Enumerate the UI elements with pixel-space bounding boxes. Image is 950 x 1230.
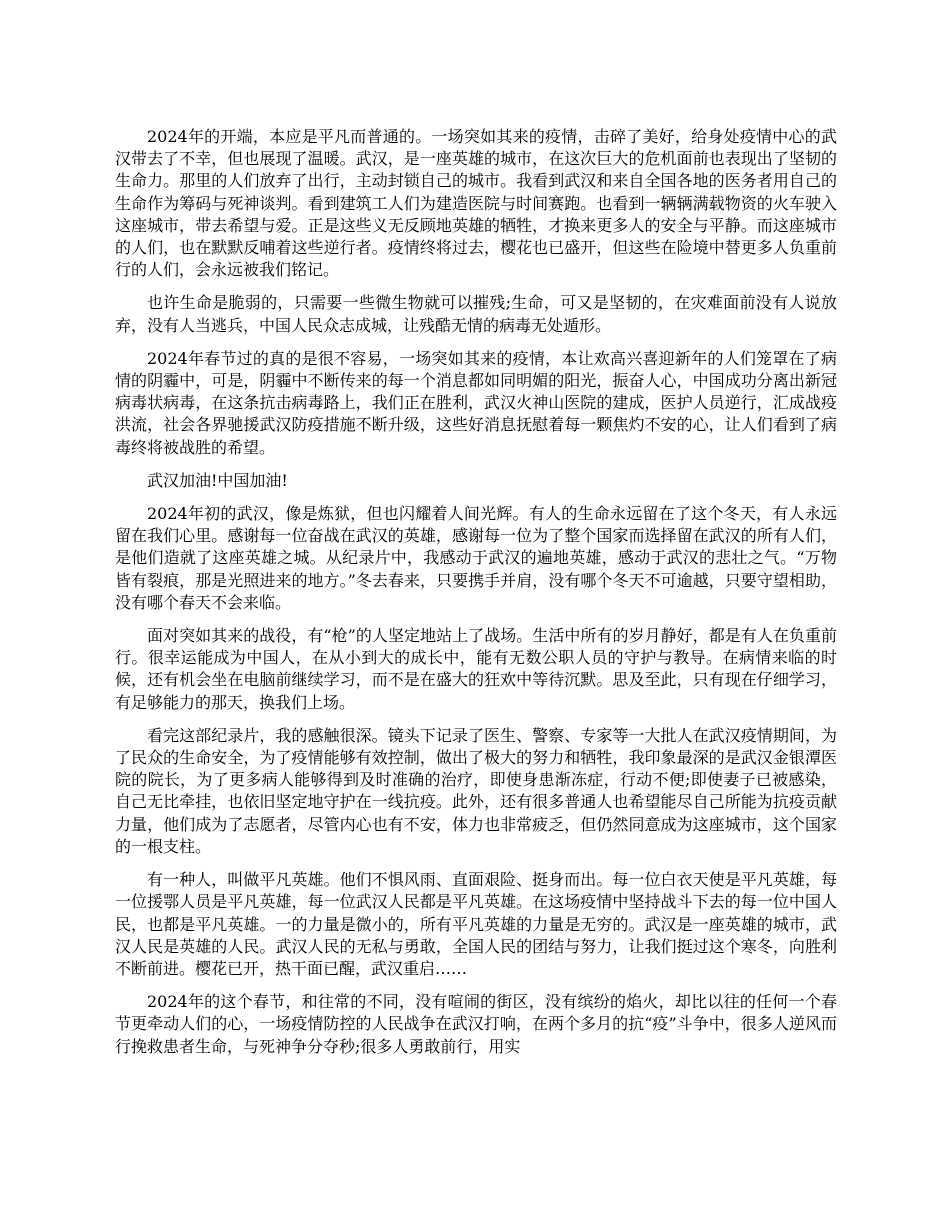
paragraph-1: 2024年的开端，本应是平凡而普通的。一场突如其来的疫情，击碎了美好，给身处疫情中心的武汉带去了不幸，但也展现了温暖。武汉，是一座英雄的城市，在这次巨大的危机面前也表现出了坚韧的生命力。那里的人们放弃了出行，主动封锁自己的城市。我看到武汉和来自全国各地的医务者用自己的生命作为筹码与死神谈判。看到建筑工人们为建造医院与时间赛跑。也看到一辆辆满载物资的火车驶入这座城市，带去希望与爱。正是这些义无反顾地英雄的牺牲，才换来更多人的安全与平静。而这座城市的人们，也在默默反哺着这些逆行者。疫情终将过去，樱花也已盛开，但这些在险境中替更多人负重前行的人们，会永远被我们铭记。 xyxy=(115,127,837,280)
paragraph-7: 看完这部纪录片，我的感触很深。镜头下记录了医生、警察、专家等一大批人在武汉疫情期间，为了民众的生命安全，为了疫情能够有效控制，做出了极大的努力和牺牲，我印象最深的是武汉金银潭医院的院长，为了更多病人能够得到及时准确的治疗，即使身患渐冻症，行动不便;即使妻子已被感染，自己无比牵挂，也依旧坚定地守护在一线抗疫。此外，还有很多普通人也希望能尽自己所能为抗疫贡献力量，他们成为了志愿者，尽管内心也有不安，体力也非常疲乏，但仍然同意成为这座城市，这个国家的一根支柱。 xyxy=(115,725,837,856)
paragraph-3: 2024年春节过的真的是很不容易，一场突如其来的疫情，本让欢高兴喜迎新年的人们笼罩在了病情的阴霾中，可是，阴霾中不断传来的每一个消息都如同明媚的阳光，振奋人心，中国成功分离出新冠病毒状病毒，在这条抗击病毒路上，我们正在胜利，武汉火神山医院的建成，医护人员逆行，汇成战疫洪流，社会各界驰援武汉防疫措施不断升级，这些好消息抚慰着每一颗焦灼不安的心，让人们看到了病毒终将被战胜的希望。 xyxy=(115,348,837,457)
paragraph-4: 武汉加油!中国加油! xyxy=(147,470,288,490)
document-body xyxy=(115,126,837,1069)
paragraph-2: 也许生命是脆弱的，只需要一些微生物就可以摧残;生命，可又是坚韧的，在灾难面前没有人说放弃，没有人当逃兵，中国人民众志成城，让残酷无情的病毒无处遁形。 xyxy=(115,293,837,335)
paragraph-8: 有一种人，叫做平凡英雄。他们不惧风雨、直面艰险、挺身而出。每一位白衣天使是平凡英雄，每一位援鄂人员是平凡英雄，每一位武汉人民都是平凡英雄。在这场疫情中坚持战斗下去的每一位中国人民，也都是平凡英雄。一的力量是微小的，所有平凡英雄的力量是无穷的。武汉是一座英雄的城市，武汉人民是英雄的人民。武汉人民的无私与勇敢，全国人民的团结与努力，让我们挺过这个寒冬，向胜利不断前进。樱花已开，热干面已醒，武汉重启…… xyxy=(115,870,837,978)
paragraph-6: 面对突如其来的战役，有“枪”的人坚定地站上了战场。生活中所有的岁月静好，都是有人在负重前行。很幸运能成为中国人，在从小到大的成长中，能有无数公职人员的守护与教导。在病情来临的时候，还有机会坐在电脑前继续学习，而不是在盛大的狂欢中等待沉默。思及至此，只有现在仔细学习，有足够能力的那天，换我们上场。 xyxy=(115,626,837,712)
paragraph-9: 2024年的这个春节，和往常的不同，没有喧闹的街区，没有缤纷的焰火，却比以往的任何一个春节更牵动人们的心，一场疫情防控的人民战争在武汉打响，在两个多月的抗“疫”斗争中，很多人逆风而行挽救患者生命，与死神争分夺秒;很多人勇敢前行，用实 xyxy=(115,992,837,1056)
paragraph-5: 2024年初的武汉，像是炼狱，但也闪耀着人间光辉。有人的生命永远留在了这个冬天，有人永远留在我们心里。感谢每一位奋战在武汉的英雄，感谢每一位为了整个国家而选择留在武汉的所有人们，是他们造就了这座英雄之城。从纪录片中，我感动于武汉的遍地英雄，感动于武汉的悲壮之气。“万物皆有裂痕，那是光照进来的地方。”冬去春来，只要携手并肩，没有哪个冬天不可逾越，只要守望相助，没有哪个春天不会来临。 xyxy=(115,504,837,612)
